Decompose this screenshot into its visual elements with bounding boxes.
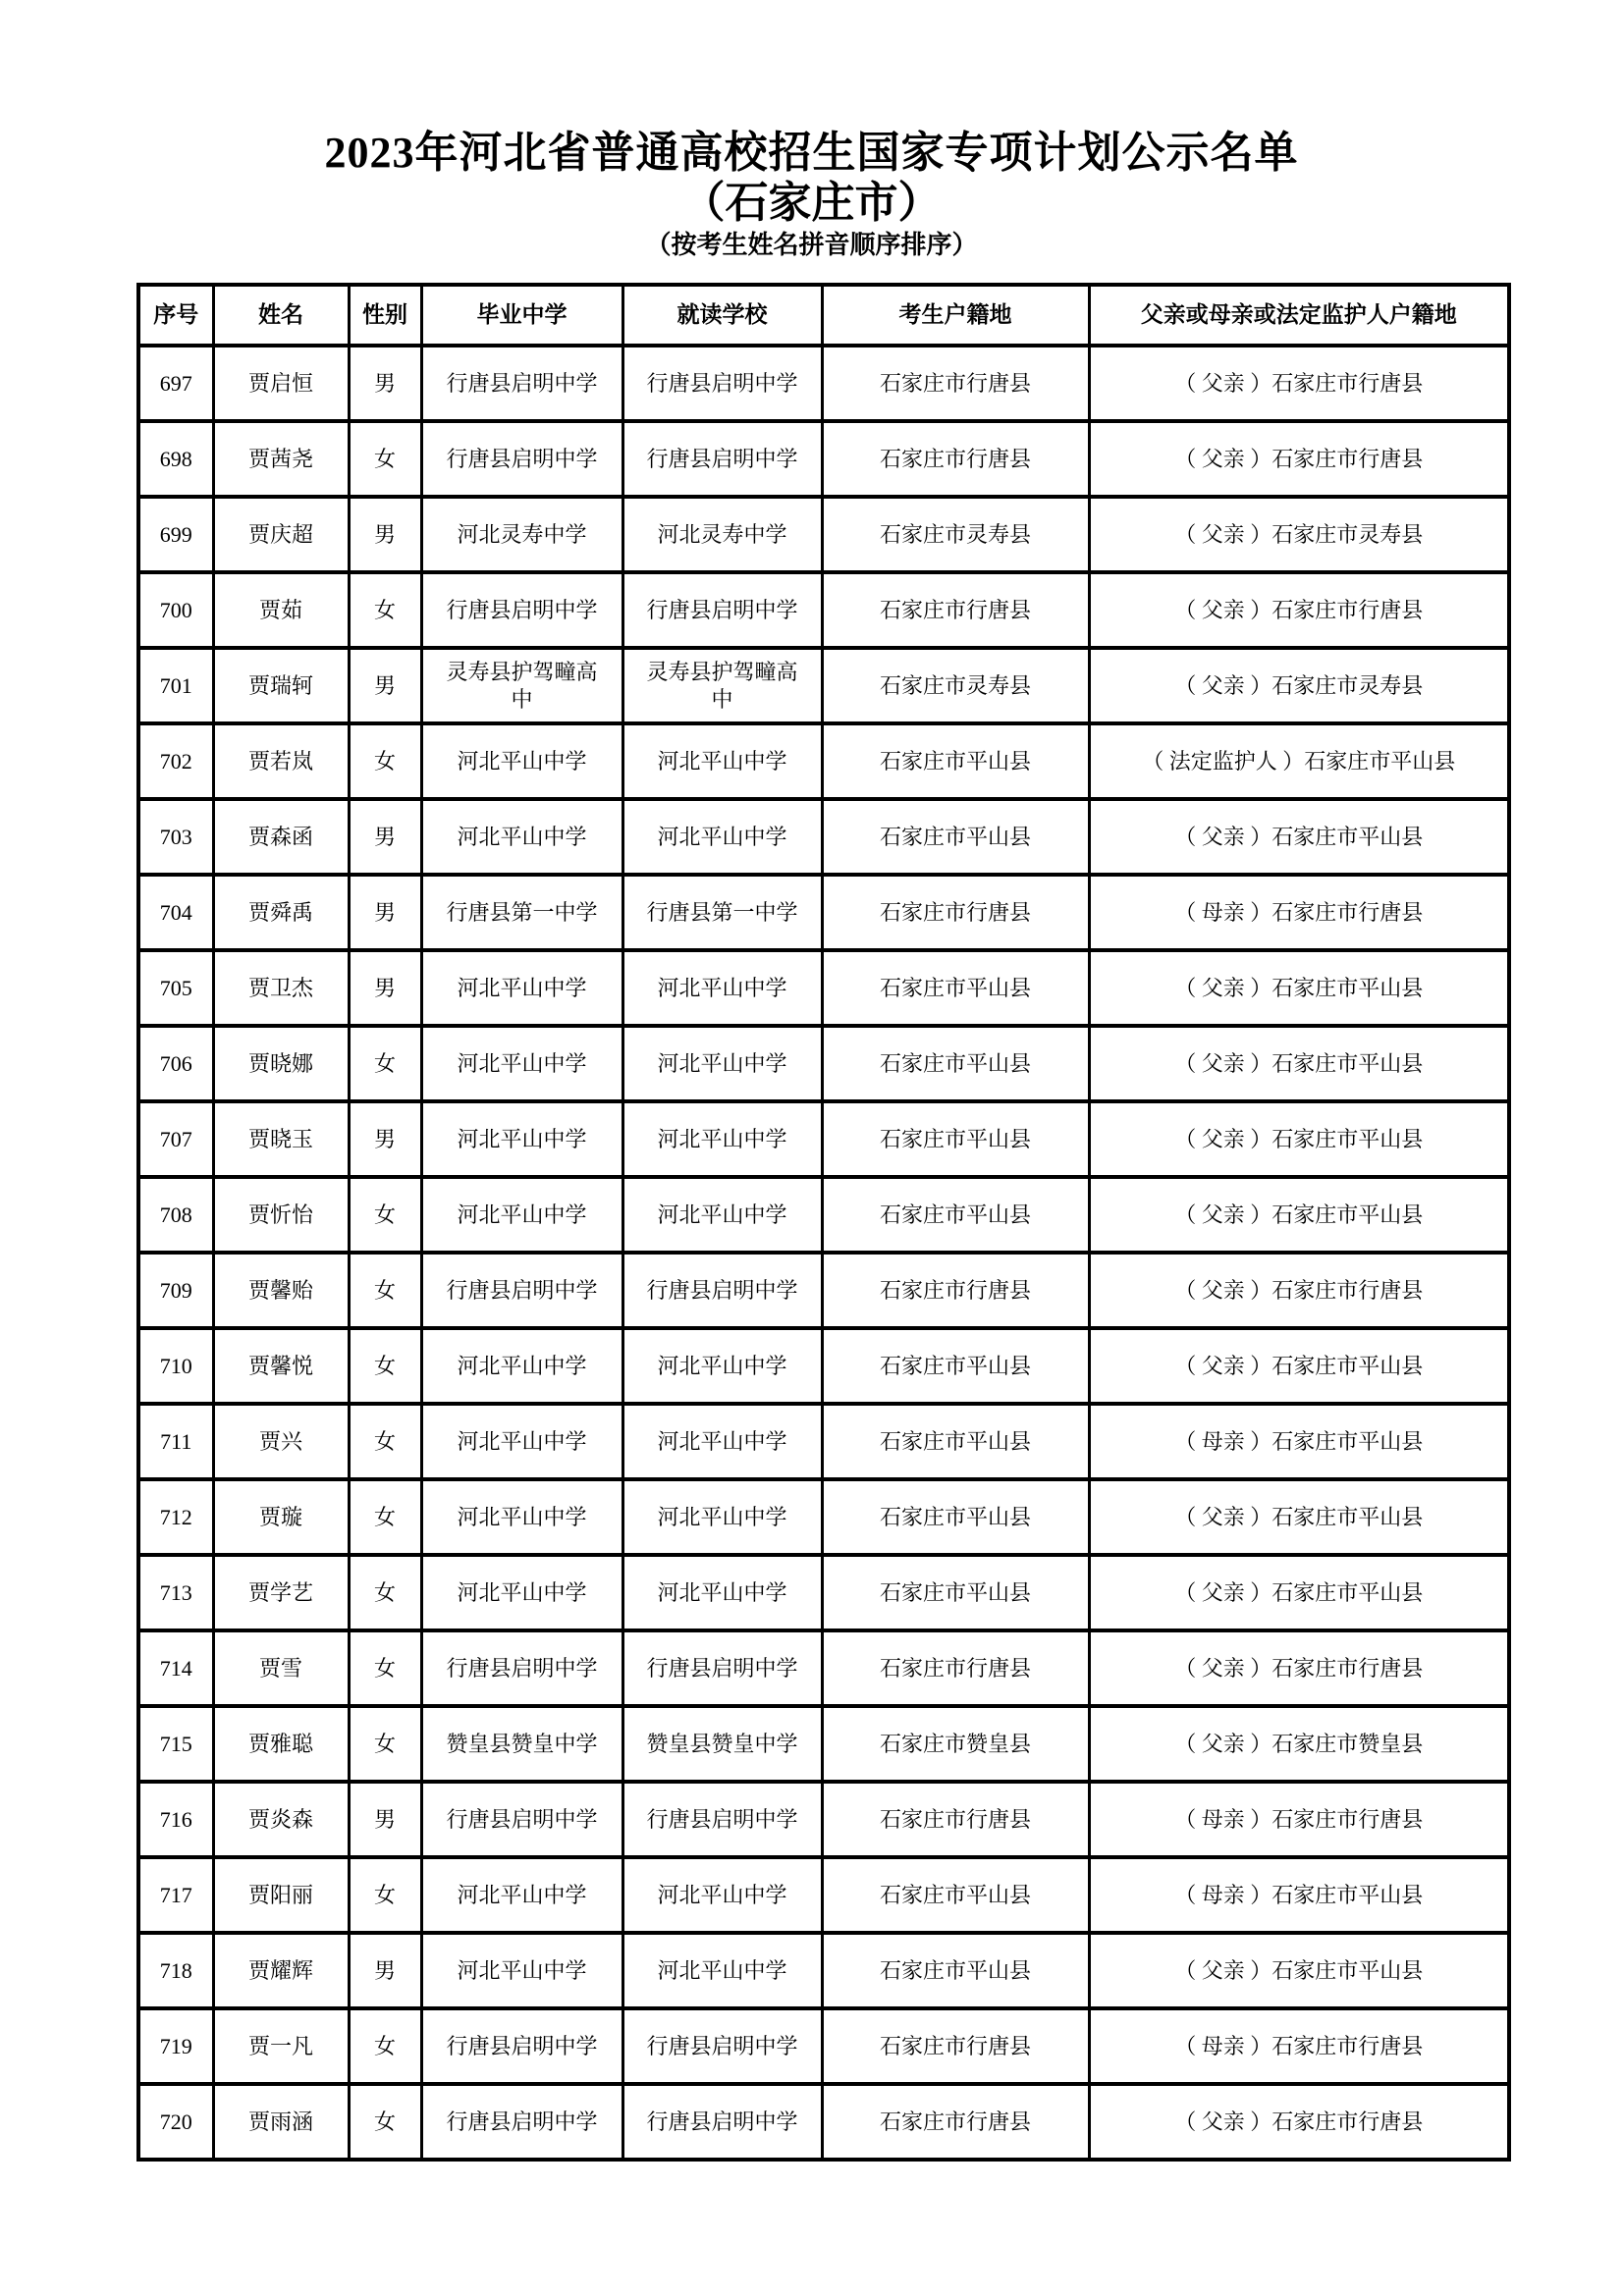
cell-guardian-residence: （ 母亲 ）石家庄市行唐县 [1089,875,1509,950]
table-row [138,723,1509,799]
cell-candidate-residence: 石家庄市平山县 [822,1857,1089,1933]
cell-graduation-school: 行唐县启明中学 [421,1630,622,1706]
table-row [138,875,1509,950]
table-row [138,1630,1509,1706]
cell-graduation-school: 河北平山中学 [421,1933,622,2008]
cell-attending-school: 河北平山中学 [622,1933,822,2008]
cell-name: 贾璇 [213,1479,349,1555]
cell-candidate-residence: 石家庄市平山县 [822,950,1089,1026]
cell-name: 贾馨悦 [213,1328,349,1404]
table-row [138,572,1509,648]
cell-candidate-residence: 石家庄市行唐县 [822,2084,1089,2160]
cell-attending-school: 行唐县第一中学 [622,875,822,950]
cell-candidate-residence: 石家庄市行唐县 [822,1782,1089,1857]
cell-gender: 女 [349,1555,421,1630]
cell-guardian-residence: （ 母亲 ）石家庄市行唐县 [1089,2008,1509,2084]
table-row [138,648,1509,723]
header-cell-guardian-residence: 父亲或母亲或法定监护人户籍地 [1089,285,1509,346]
cell-gender: 女 [349,421,421,497]
cell-candidate-residence: 石家庄市灵寿县 [822,497,1089,572]
cell-graduation-school: 行唐县启明中学 [421,2008,622,2084]
cell-candidate-residence: 石家庄市平山县 [822,1177,1089,1253]
cell-no: 697 [138,346,213,421]
cell-graduation-school: 赞皇县赞皇中学 [421,1706,622,1782]
page-title: 2023年河北省普通高校招生国家专项计划公示名单 [324,129,1299,177]
table-row [138,497,1509,572]
cell-guardian-residence: （ 父亲 ）石家庄市灵寿县 [1089,497,1509,572]
cell-guardian-residence: （ 父亲 ）石家庄市行唐县 [1089,2084,1509,2160]
cell-gender: 女 [349,1177,421,1253]
cell-graduation-school: 行唐县启明中学 [421,1253,622,1328]
cell-gender: 男 [349,497,421,572]
cell-gender: 女 [349,1630,421,1706]
cell-name: 贾雨涵 [213,2084,349,2160]
header-cell-candidate-residence: 考生户籍地 [822,285,1089,346]
cell-graduation-school: 河北平山中学 [421,799,622,875]
cell-candidate-residence: 石家庄市行唐县 [822,346,1089,421]
cell-guardian-residence: （ 母亲 ）石家庄市行唐县 [1089,1782,1509,1857]
cell-gender: 男 [349,1933,421,2008]
cell-attending-school: 河北平山中学 [622,1026,822,1101]
cell-attending-school: 行唐县启明中学 [622,1782,822,1857]
cell-no: 718 [138,1933,213,2008]
table-row [138,950,1509,1026]
cell-candidate-residence: 石家庄市行唐县 [822,572,1089,648]
cell-name: 贾启恒 [213,346,349,421]
cell-graduation-school: 河北平山中学 [421,1857,622,1933]
cell-attending-school: 行唐县启明中学 [622,346,822,421]
cell-graduation-school: 行唐县第一中学 [421,875,622,950]
cell-gender: 女 [349,1706,421,1782]
table-row [138,421,1509,497]
cell-guardian-residence: （ 父亲 ）石家庄市行唐县 [1089,421,1509,497]
cell-gender: 男 [349,875,421,950]
header-cell-name: 姓名 [213,285,349,346]
table-header-row [138,285,1509,346]
cell-no: 714 [138,1630,213,1706]
cell-attending-school: 行唐县启明中学 [622,1630,822,1706]
cell-gender: 男 [349,346,421,421]
cell-name: 贾卫杰 [213,950,349,1026]
cell-candidate-residence: 石家庄市平山县 [822,1404,1089,1479]
table-row [138,1404,1509,1479]
cell-no: 713 [138,1555,213,1630]
cell-no: 701 [138,648,213,723]
cell-gender: 女 [349,2084,421,2160]
cell-graduation-school: 河北平山中学 [421,1555,622,1630]
cell-candidate-residence: 石家庄市灵寿县 [822,648,1089,723]
cell-name: 贾庆超 [213,497,349,572]
cell-no: 712 [138,1479,213,1555]
cell-attending-school: 行唐县启明中学 [622,1253,822,1328]
cell-candidate-residence: 石家庄市平山县 [822,1933,1089,2008]
cell-attending-school: 行唐县启明中学 [622,572,822,648]
cell-name: 贾雪 [213,1630,349,1706]
cell-no: 707 [138,1101,213,1177]
cell-guardian-residence: （ 母亲 ）石家庄市平山县 [1089,1857,1509,1933]
cell-gender: 男 [349,1101,421,1177]
cell-candidate-residence: 石家庄市行唐县 [822,1630,1089,1706]
cell-graduation-school: 灵寿县护驾疃高中 [421,648,622,723]
sort-note: （按考生姓名拼音顺序排序） [645,231,978,259]
cell-graduation-school: 行唐县启明中学 [421,1782,622,1857]
cell-graduation-school: 河北平山中学 [421,723,622,799]
header-cell-gender: 性别 [349,285,421,346]
cell-candidate-residence: 石家庄市平山县 [822,1555,1089,1630]
cell-attending-school: 河北平山中学 [622,950,822,1026]
cell-no: 700 [138,572,213,648]
cell-name: 贾瑞轲 [213,648,349,723]
cell-guardian-residence: （ 父亲 ）石家庄市平山县 [1089,950,1509,1026]
cell-candidate-residence: 石家庄市平山县 [822,1026,1089,1101]
cell-graduation-school: 河北平山中学 [421,1479,622,1555]
cell-guardian-residence: （ 父亲 ）石家庄市行唐县 [1089,346,1509,421]
header-cell-no: 序号 [138,285,213,346]
cell-name: 贾晓娜 [213,1026,349,1101]
cell-gender: 女 [349,723,421,799]
cell-attending-school: 行唐县启明中学 [622,421,822,497]
cell-gender: 女 [349,1857,421,1933]
cell-name: 贾阳丽 [213,1857,349,1933]
table-header [138,285,1509,346]
table-row [138,1479,1509,1555]
cell-guardian-residence: （ 法定监护人 ）石家庄市平山县 [1089,723,1509,799]
cell-attending-school: 河北平山中学 [622,1404,822,1479]
cell-attending-school: 河北平山中学 [622,1328,822,1404]
cell-gender: 女 [349,1253,421,1328]
cell-no: 702 [138,723,213,799]
cell-name: 贾森函 [213,799,349,875]
cell-candidate-residence: 石家庄市行唐县 [822,421,1089,497]
cell-guardian-residence: （ 父亲 ）石家庄市平山县 [1089,799,1509,875]
cell-candidate-residence: 石家庄市行唐县 [822,1253,1089,1328]
cell-graduation-school: 河北平山中学 [421,1328,622,1404]
cell-guardian-residence: （ 父亲 ）石家庄市平山县 [1089,1101,1509,1177]
cell-name: 贾忻怡 [213,1177,349,1253]
cell-name: 贾兴 [213,1404,349,1479]
table-row [138,799,1509,875]
cell-no: 698 [138,421,213,497]
cell-gender: 女 [349,1328,421,1404]
cell-guardian-residence: （ 父亲 ）石家庄市赞皇县 [1089,1706,1509,1782]
cell-guardian-residence: （ 父亲 ）石家庄市灵寿县 [1089,648,1509,723]
cell-graduation-school: 河北平山中学 [421,950,622,1026]
cell-candidate-residence: 石家庄市平山县 [822,799,1089,875]
cell-name: 贾舜禹 [213,875,349,950]
cell-name: 贾学艺 [213,1555,349,1630]
cell-name: 贾雅聪 [213,1706,349,1782]
cell-no: 706 [138,1026,213,1101]
cell-no: 709 [138,1253,213,1328]
cell-name: 贾炎森 [213,1782,349,1857]
cell-attending-school: 赞皇县赞皇中学 [622,1706,822,1782]
cell-guardian-residence: （ 父亲 ）石家庄市行唐县 [1089,572,1509,648]
cell-gender: 女 [349,572,421,648]
cell-attending-school: 河北平山中学 [622,723,822,799]
cell-gender: 男 [349,799,421,875]
cell-attending-school: 河北平山中学 [622,799,822,875]
cell-gender: 女 [349,1479,421,1555]
cell-candidate-residence: 石家庄市平山县 [822,723,1089,799]
table-row [138,2084,1509,2160]
cell-attending-school: 行唐县启明中学 [622,2008,822,2084]
cell-no: 704 [138,875,213,950]
cell-guardian-residence: （ 父亲 ）石家庄市平山县 [1089,1479,1509,1555]
table-row [138,1101,1509,1177]
cell-gender: 男 [349,648,421,723]
cell-no: 715 [138,1706,213,1782]
table-row [138,1706,1509,1782]
cell-graduation-school: 河北灵寿中学 [421,497,622,572]
cell-no: 717 [138,1857,213,1933]
table-row [138,2008,1509,2084]
cell-guardian-residence: （ 父亲 ）石家庄市平山县 [1089,1555,1509,1630]
cell-guardian-residence: （ 父亲 ）石家庄市平山县 [1089,1026,1509,1101]
cell-no: 711 [138,1404,213,1479]
cell-gender: 男 [349,1782,421,1857]
cell-attending-school: 行唐县启明中学 [622,2084,822,2160]
cell-gender: 女 [349,2008,421,2084]
cell-guardian-residence: （ 父亲 ）石家庄市平山县 [1089,1933,1509,2008]
cell-no: 699 [138,497,213,572]
cell-guardian-residence: （ 父亲 ）石家庄市行唐县 [1089,1253,1509,1328]
cell-no: 720 [138,2084,213,2160]
cell-candidate-residence: 石家庄市行唐县 [822,2008,1089,2084]
cell-guardian-residence: （ 父亲 ）石家庄市行唐县 [1089,1630,1509,1706]
cell-guardian-residence: （ 父亲 ）石家庄市平山县 [1089,1177,1509,1253]
cell-gender: 女 [349,1404,421,1479]
cell-graduation-school: 行唐县启明中学 [421,421,622,497]
cell-attending-school: 河北灵寿中学 [622,497,822,572]
table-row [138,1857,1509,1933]
cell-attending-school: 灵寿县护驾疃高中 [622,648,822,723]
cell-name: 贾馨贻 [213,1253,349,1328]
cell-graduation-school: 河北平山中学 [421,1026,622,1101]
cell-candidate-residence: 石家庄市赞皇县 [822,1706,1089,1782]
table-row [138,1026,1509,1101]
cell-guardian-residence: （ 母亲 ）石家庄市平山县 [1089,1404,1509,1479]
table-row [138,1555,1509,1630]
table-row [138,1782,1509,1857]
cell-candidate-residence: 石家庄市平山县 [822,1328,1089,1404]
cell-candidate-residence: 石家庄市平山县 [822,1479,1089,1555]
cell-graduation-school: 行唐县启明中学 [421,346,622,421]
cell-guardian-residence: （ 父亲 ）石家庄市平山县 [1089,1328,1509,1404]
roster-table [136,283,1511,2162]
table-row [138,1177,1509,1253]
cell-gender: 男 [349,950,421,1026]
cell-no: 710 [138,1328,213,1404]
cell-candidate-residence: 石家庄市平山县 [822,1101,1089,1177]
page-subtitle: （石家庄市） [681,179,942,227]
cell-no: 703 [138,799,213,875]
header-cell-attending-school: 就读学校 [622,285,822,346]
cell-attending-school: 河北平山中学 [622,1857,822,1933]
cell-name: 贾茹 [213,572,349,648]
cell-name: 贾耀辉 [213,1933,349,2008]
cell-attending-school: 河北平山中学 [622,1101,822,1177]
title-block [0,0,1623,261]
table-row [138,1253,1509,1328]
cell-no: 708 [138,1177,213,1253]
cell-attending-school: 河北平山中学 [622,1479,822,1555]
table-body [138,346,1509,2160]
cell-graduation-school: 河北平山中学 [421,1404,622,1479]
table-row [138,1933,1509,2008]
cell-graduation-school: 河北平山中学 [421,1101,622,1177]
cell-no: 716 [138,1782,213,1857]
cell-candidate-residence: 石家庄市行唐县 [822,875,1089,950]
cell-no: 719 [138,2008,213,2084]
cell-graduation-school: 行唐县启明中学 [421,572,622,648]
table-row [138,1328,1509,1404]
cell-no: 705 [138,950,213,1026]
header-cell-graduation-school: 毕业中学 [421,285,622,346]
cell-name: 贾若岚 [213,723,349,799]
table-row [138,346,1509,421]
cell-name: 贾一凡 [213,2008,349,2084]
cell-gender: 女 [349,1026,421,1101]
cell-name: 贾晓玉 [213,1101,349,1177]
cell-attending-school: 河北平山中学 [622,1555,822,1630]
cell-name: 贾茜尧 [213,421,349,497]
cell-graduation-school: 河北平山中学 [421,1177,622,1253]
cell-attending-school: 河北平山中学 [622,1177,822,1253]
cell-graduation-school: 行唐县启明中学 [421,2084,622,2160]
